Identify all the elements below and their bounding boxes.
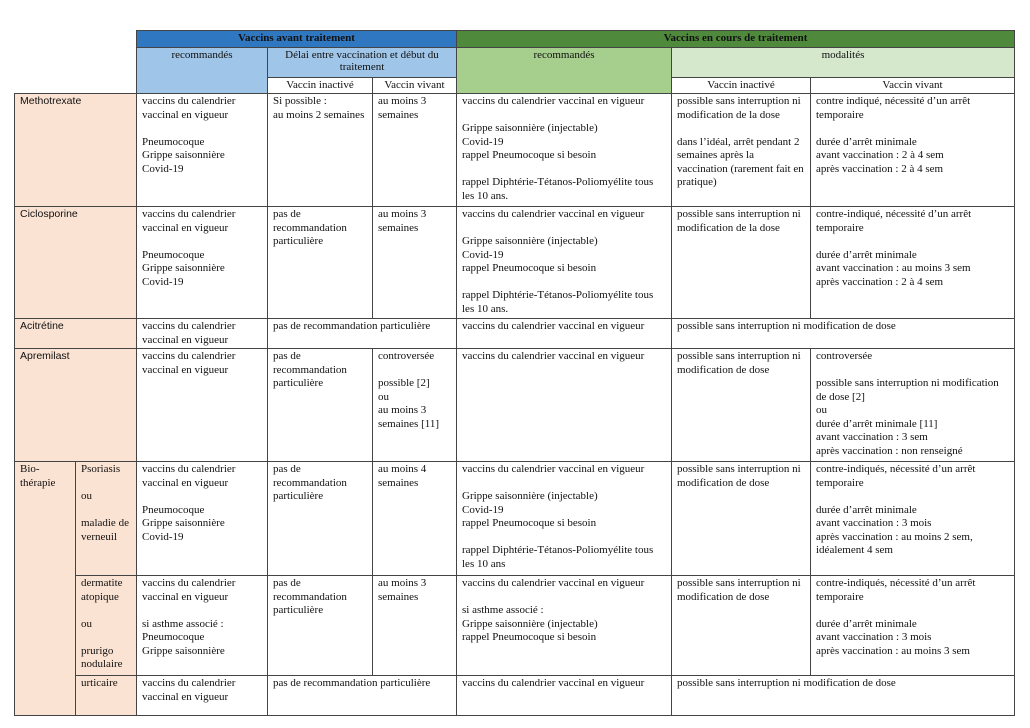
table-row (15, 319, 1015, 349)
cell-mod-inactive: possible sans interruption ni modification de dose (672, 462, 811, 576)
indication-urticaire: urticaire (76, 676, 137, 716)
cell-rec-encours: vaccins du calendrier vaccinal en vigueur (457, 319, 672, 349)
cell-rec-encours: vaccins du calendrier vaccinal en vigueur (457, 349, 672, 462)
cell-delai: pas de recommandation particulière (268, 319, 457, 349)
indication-psoriasis: Psoriasis ou maladie de verneuil (76, 462, 137, 576)
cell-delai-inactive: pas de recommandation particulière (268, 207, 373, 319)
cell-rec-avant: vaccins du calendrier vaccinal en vigueur (137, 349, 268, 462)
header-modalites: modalités (672, 47, 1015, 77)
cell-mod-inactive: possible sans interruption ni modification de la dose dans l’idéal, arrêt pendant 2 semaines après la vaccination (rarement fait en pratique) (672, 94, 811, 207)
cell-mod-inactive: possible sans interruption ni modification de la dose (672, 207, 811, 319)
header-vaccins-encours: Vaccins en cours de traitement (457, 31, 1015, 48)
cell-rec-encours: vaccins du calendrier vaccinal en vigueur si asthme associé : Grippe saisonnière (injectable) rappel Pneumocoque si besoin (457, 576, 672, 676)
cell-rec-avant: vaccins du calendrier vaccinal en vigueur Pneumocoque Grippe saisonnière Covid-19 (137, 94, 268, 207)
cell-rec-avant: vaccins du calendrier vaccinal en vigueur (137, 676, 268, 716)
cell-rec-avant: vaccins du calendrier vaccinal en vigueur Pneumocoque Grippe saisonnière Covid-19 (137, 462, 268, 576)
cell-rec-encours: vaccins du calendrier vaccinal en vigueur Grippe saisonnière (injectable) Covid-19 rappel Pneumocoque si besoin rappel Diphtérie-Tétanos-Poliomyélite tous les 10 ans. (457, 94, 672, 207)
header-vaccin-inactive-avant: Vaccin inactivé (268, 77, 373, 94)
cell-mod-inactive: possible sans interruption ni modification de dose (672, 349, 811, 462)
vaccination-table (14, 30, 1015, 716)
table-row (15, 676, 1015, 716)
drug-ciclosporine: Ciclosporine (15, 207, 137, 319)
corner-blank-2 (15, 47, 137, 94)
indication-dermatite: dermatite atopique ou prurigo nodulaire (76, 576, 137, 676)
header-vaccin-inactive-encours: Vaccin inactivé (672, 77, 811, 94)
cell-delai-inactive: pas de recommandation particulière (268, 576, 373, 676)
cell-delai-inactive: pas de recommandation particulière (268, 462, 373, 576)
table-row (15, 462, 1015, 576)
header-recommandes-encours: recommandés (457, 47, 672, 94)
cell-delai: pas de recommandation particulière (268, 676, 457, 716)
cell-rec-avant: vaccins du calendrier vaccinal en vigueur Pneumocoque Grippe saisonnière Covid-19 (137, 207, 268, 319)
cell-rec-encours: vaccins du calendrier vaccinal en vigueur Grippe saisonnière (injectable) Covid-19 rappel Pneumocoque si besoin rappel Diphtérie-Tétanos-Poliomyélite tous les 10 ans (457, 462, 672, 576)
drug-biotherapie: Bio- thérapie (15, 462, 76, 716)
header-recommandes-avant: recommandés (137, 47, 268, 94)
cell-delai-vivant: au moins 3 semaines (373, 576, 457, 676)
drug-methotrexate: Methotrexate (15, 94, 137, 207)
drug-acitretine: Acitrétine (15, 319, 137, 349)
cell-mod-vivant: contre-indiqué, nécessité d’un arrêt temporaire durée d’arrêt minimale avant vaccination : au moins 3 sem après vaccination : 2 à 4 sem (811, 207, 1015, 319)
table-row (15, 349, 1015, 462)
header-vaccins-avant: Vaccins avant traitement (137, 31, 457, 48)
cell-rec-encours: vaccins du calendrier vaccinal en vigueur (457, 676, 672, 716)
cell-delai-vivant: controversée possible [2] ou au moins 3 semaines [11] (373, 349, 457, 462)
cell-rec-avant: vaccins du calendrier vaccinal en vigueur (137, 319, 268, 349)
cell-delai-vivant: au moins 3 semaines (373, 94, 457, 207)
cell-delai-inactive: Si possible : au moins 2 semaines (268, 94, 373, 207)
cell-mod-vivant: contre-indiqués, nécessité d’un arrêt temporaire durée d’arrêt minimale avant vaccination : 3 mois après vaccination : au moins 2 sem, idéalement 4 sem (811, 462, 1015, 576)
cell-mod-vivant: controversée possible sans interruption ni modification de dose [2] ou durée d’arrêt minimale [11] avant vaccination : 3 sem après vaccination : non renseigné (811, 349, 1015, 462)
table-row (15, 207, 1015, 319)
cell-delai-inactive: pas de recommandation particulière (268, 349, 373, 462)
corner-blank (15, 31, 137, 48)
cell-mod-inactive: possible sans interruption ni modification de dose (672, 576, 811, 676)
header-vaccin-vivant-avant: Vaccin vivant (373, 77, 457, 94)
table-row (15, 576, 1015, 676)
table-row (15, 94, 1015, 207)
cell-delai-vivant: au moins 4 semaines (373, 462, 457, 576)
header-delai: Délai entre vaccination et début du traitement (268, 47, 457, 77)
cell-delai-vivant: au moins 3 semaines (373, 207, 457, 319)
cell-mod-vivant: contre indiqué, nécessité d’un arrêt temporaire durée d’arrêt minimale avant vaccination : 2 à 4 sem après vaccination : 2 à 4 sem (811, 94, 1015, 207)
drug-apremilast: Apremilast (15, 349, 137, 462)
cell-modalites: possible sans interruption ni modification de dose (672, 676, 1015, 716)
cell-modalites: possible sans interruption ni modification de dose (672, 319, 1015, 349)
cell-rec-encours: vaccins du calendrier vaccinal en vigueur Grippe saisonnière (injectable) Covid-19 rappel Pneumocoque si besoin rappel Diphtérie-Tétanos-Poliomyélite tous les 10 ans. (457, 207, 672, 319)
header-vaccin-vivant-encours: Vaccin vivant (811, 77, 1015, 94)
cell-rec-avant: vaccins du calendrier vaccinal en vigueur si asthme associé : Pneumocoque Grippe saisonnière (137, 576, 268, 676)
cell-mod-vivant: contre-indiqués, nécessité d’un arrêt temporaire durée d’arrêt minimale avant vaccination : 3 mois après vaccination : au moins 3 sem (811, 576, 1015, 676)
